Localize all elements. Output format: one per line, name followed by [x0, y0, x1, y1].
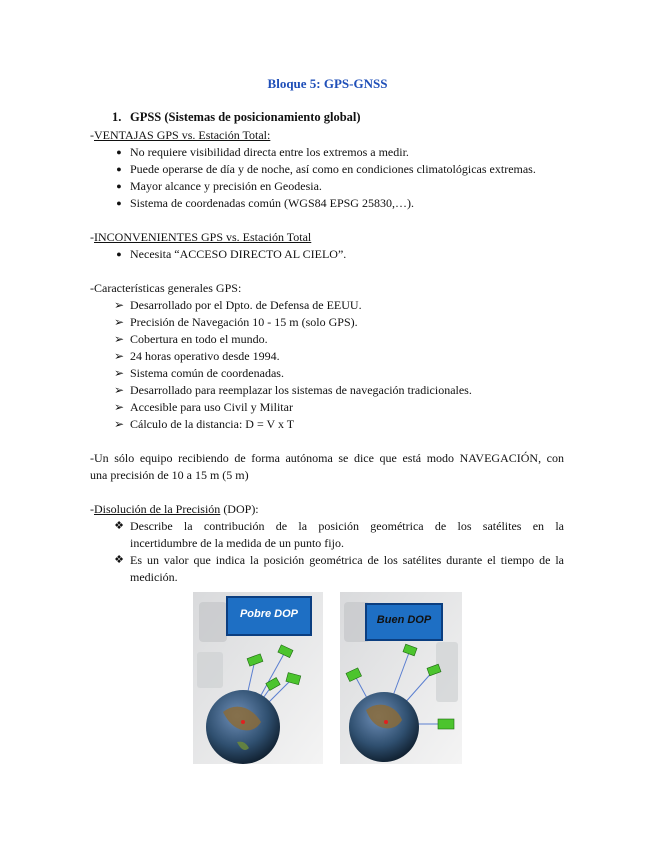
list-item-text: Accesible para uso Civil y Militar [130, 400, 293, 414]
diamond-bullet-icon: ❖ [114, 520, 124, 532]
dop-heading-text: Disolución de la Precisión [94, 502, 221, 516]
list-item-text: Sistema de coordenadas común (WGS84 EPSG 25830,…). [130, 196, 414, 210]
section-heading: GPSS (Sistemas de posicionamiento global) [130, 110, 361, 124]
list-item-text: Cálculo de la distancia: D = V x T [130, 417, 295, 431]
list-item-text: Precisión de Navegación 10 - 15 m (solo GPS). [130, 315, 358, 329]
page-title: Bloque 5: GPS-GNSS [267, 76, 388, 91]
dop-prefix: - [90, 502, 94, 516]
arrow-bullet-icon: ➢ [113, 366, 125, 380]
list-item-text: Sistema común de coordenadas. [130, 366, 284, 380]
list-item-text: 24 horas operativo desde 1994. [130, 349, 280, 363]
section-number: 1. [112, 110, 122, 124]
inconvenientes-prefix: - [90, 230, 94, 244]
navegacion-line-2: una precisión de 10 a 15 m (5 m) [90, 468, 249, 482]
diamond-bullet-icon: ❖ [114, 554, 124, 566]
poor-dop-label: Pobre DOP [239, 608, 299, 620]
good-dop-label: Buen DOP [376, 614, 432, 626]
caracteristicas-heading: -Características generales GPS: [90, 281, 242, 295]
bullet-dot-icon: ● [116, 198, 122, 208]
arrow-bullet-icon: ➢ [113, 400, 125, 414]
bullet-dot-icon: ● [116, 249, 122, 259]
bullet-dot-icon: ● [116, 181, 122, 191]
dop-suffix: (DOP): [220, 502, 259, 516]
navegacion-line-1: -Un sólo equipo recibiendo de forma autónoma se dice que está modo NAVEGACIÓN, con [90, 451, 564, 465]
arrow-bullet-icon: ➢ [113, 417, 125, 431]
list-item-text: Cobertura en todo el mundo. [130, 332, 268, 346]
arrow-bullet-icon: ➢ [113, 315, 125, 329]
arrow-bullet-icon: ➢ [113, 349, 125, 363]
ventajas-heading [90, 127, 270, 143]
ventajas-heading-text: VENTAJAS GPS vs. Estación Total: [94, 128, 271, 142]
list-item-text: No requiere visibilidad directa entre los extremos a medir. [130, 145, 409, 159]
list-item-text: Es un valor que indica la posición geométrica de los satélites durante el tiempo de la [130, 553, 564, 567]
dop-heading [90, 501, 259, 517]
list-item-text: Desarrollado para reemplazar los sistemas de navegación tradicionales. [130, 383, 472, 397]
arrow-bullet-icon: ➢ [113, 298, 125, 312]
dop-figure-good [340, 592, 462, 764]
bullet-dot-icon: ● [116, 147, 122, 157]
list-item-text: Desarrollado por el Dpto. de Defensa de EEUU. [130, 298, 362, 312]
list-item-text-cont: medición. [130, 570, 178, 584]
ventajas-prefix: - [90, 128, 94, 142]
list-item-text: Necesita “ACCESO DIRECTO AL CIELO”. [130, 247, 347, 261]
arrow-bullet-icon: ➢ [113, 332, 125, 346]
inconvenientes-heading [90, 229, 311, 245]
list-item-text: Puede operarse de día y de noche, así como en condiciones climatológicas extremas. [130, 162, 536, 176]
inconvenientes-heading-text: INCONVENIENTES GPS vs. Estación Total [94, 230, 312, 244]
list-item-text: Describe la contribución de la posición geométrica de los satélites en la [130, 519, 564, 533]
list-item-text-cont: incertidumbre de la medida de un punto fijo. [130, 536, 344, 550]
list-item-text: Mayor alcance y precisión en Geodesia. [130, 179, 322, 193]
bullet-dot-icon: ● [116, 164, 122, 174]
arrow-bullet-icon: ➢ [113, 383, 125, 397]
dop-figure-poor [193, 592, 323, 764]
